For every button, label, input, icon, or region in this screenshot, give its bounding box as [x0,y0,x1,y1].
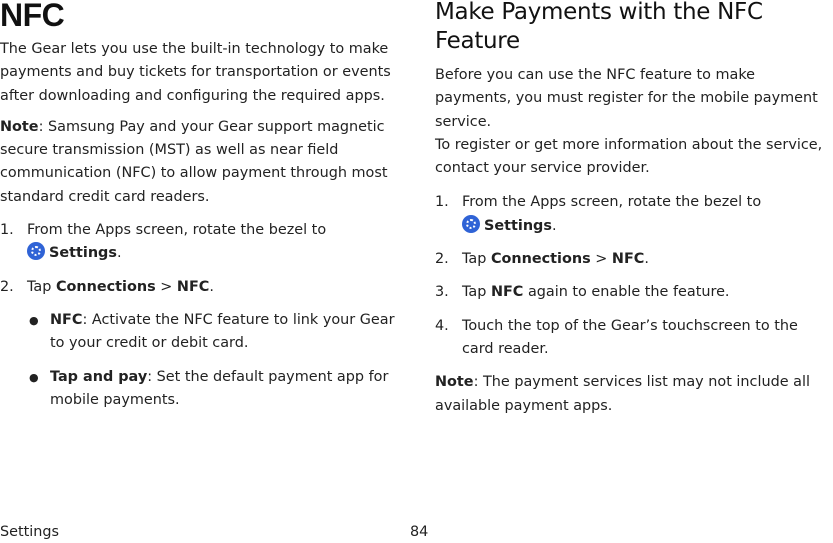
connections-label: Connections [490,251,591,268]
step-1: 1. From the Apps screen, rotate the bezel to Settings. [0,219,400,266]
step-prefix: Tap [462,284,491,301]
step-4 [435,315,833,362]
section-title: Make Payments with the NFC Feature [435,0,763,54]
bullet-text: : Set the default payment app for mobile payments. [50,368,389,408]
nfc-intro: The Gear lets you use the built-in technology to make payments and buy tickets for transportation or events after downloading and configuring the required apps. [0,41,391,104]
nfc-label: NFC [611,251,645,268]
breadcrumb-separator: > [155,278,177,295]
step-1: 1. From the Apps screen, rotate the bezel to Settings. [435,191,833,238]
step-3 [435,281,833,304]
note-label: Note [0,118,39,135]
connections-label: Connections [55,278,156,295]
payments-intro: Before you can use the NFC feature to make payments, you must register for the mobile payment service. [435,67,818,130]
step-prefix: Tap [462,251,491,268]
page-number: 84 [410,524,429,540]
nfc-label: NFC [176,278,210,295]
bullet-label: NFC [50,311,83,328]
step-number: 1. [0,222,14,239]
gear-icon [27,242,45,260]
payments-note [435,371,833,418]
nfc-note [0,116,400,209]
step-number: 4. [435,317,449,334]
step-text: again to enable the feature. [523,284,730,301]
bullet-text: : Activate the NFC feature to link your Gear to your credit or debit card. [50,311,395,352]
step-2: 2. Tap Connections > NFC. [435,248,833,271]
gear-icon [462,215,480,233]
page-title: NFC [0,0,65,33]
settings-label: Settings [484,217,552,234]
bullet-nfc [29,309,400,356]
step-text: From the Apps screen, rotate the bezel to [27,222,327,239]
note-text: : Samsung Pay and your Gear support magnetic secure transmission (MST) as well as near field communication (NFC) to allow payment through most standard credit card readers. [0,118,388,205]
payments-register-info: To register or get more information about the service, contact your service provider. [435,136,823,177]
bullet-icon: ● [29,313,39,327]
right-column [435,0,833,418]
settings-label: Settings [49,245,117,262]
bullet-icon: ● [29,370,39,384]
bullet-label: Tap and pay [50,368,148,385]
footer-section-name: Settings [0,524,60,540]
left-column [0,0,400,412]
step-number: 1. [435,194,449,211]
step-number: 2. [0,278,14,295]
note-text: : The payment services list may not include all available payment apps. [435,374,810,414]
step-2: 2. Tap Connections > NFC. [0,276,400,299]
step-number: 2. [435,251,449,268]
step-text: Touch the top of the Gear’s touchscreen to the card reader. [462,317,798,357]
step-text: From the Apps screen, rotate the bezel to [462,194,762,211]
step-number: 3. [435,284,449,301]
note-label: Note [435,374,474,391]
nfc-label: NFC [490,284,524,301]
bullet-tap-and-pay [29,366,400,413]
breadcrumb-separator: > [590,251,612,268]
step-prefix: Tap [27,278,56,295]
